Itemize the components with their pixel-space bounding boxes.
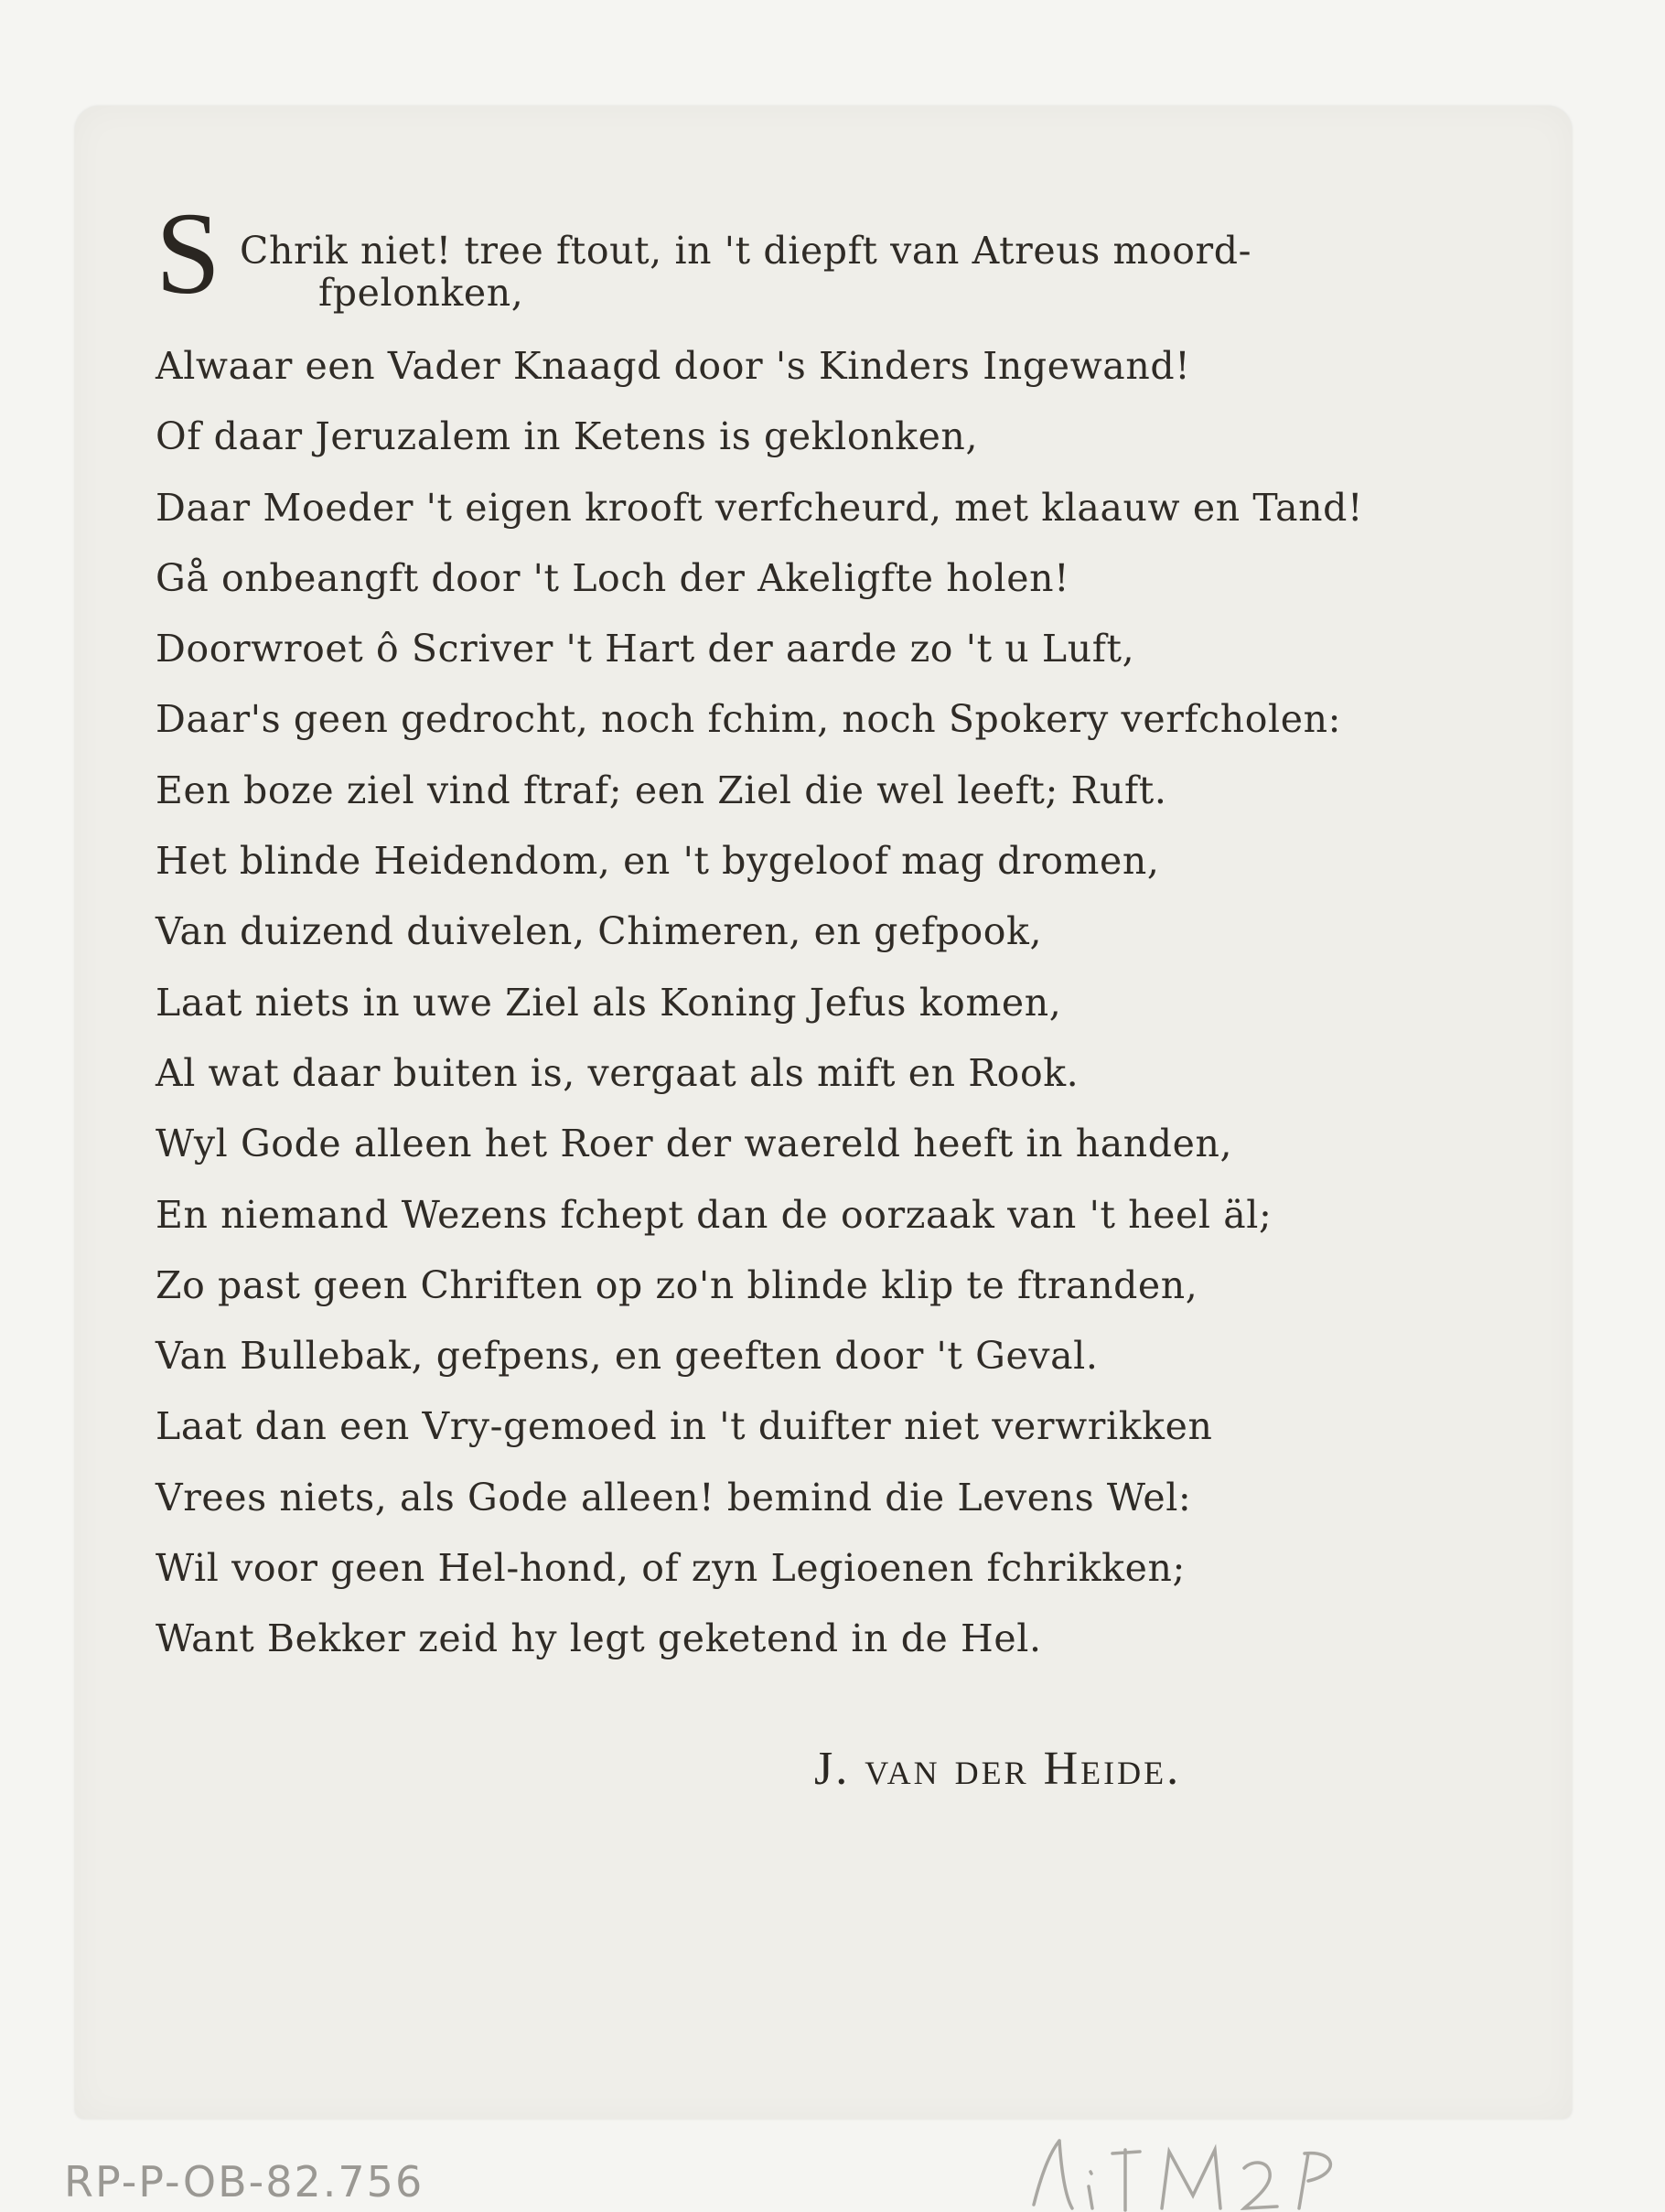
- verse-line: Of daar Jeruzalem in Ketens is geklonken,: [156, 414, 979, 459]
- poem-first-line: Chrik niet! tree ftout, in 't diepft van Atreus moord-: [240, 229, 1252, 273]
- verse-line: Daar Moeder 't eigen krooft verfcheurd, met klaauw en Tand!: [156, 485, 1364, 530]
- poem: [156, 188, 1528, 1675]
- verse-line: Het blinde Heidendom, en 't bygeloof mag dromen,: [156, 839, 1160, 884]
- verse-line: Zo past geen Chriften op zo'n blinde klip te ftranden,: [156, 1262, 1198, 1307]
- verse-line: Gå onbeangft door 't Loch der Akeligfte holen!: [156, 555, 1070, 600]
- verse-line: Al wat daar buiten is, vergaat als mift en Rook.: [156, 1050, 1080, 1095]
- verse-line: En niemand Wezens fchept dan de oorzaak van 't heel äl;: [156, 1192, 1273, 1237]
- verse-line: Alwaar een Vader Knaagd door 's Kinders Ingewand!: [156, 344, 1191, 388]
- drop-cap: S: [156, 188, 221, 318]
- verse-line: Vrees niets, als Gode alleen! bemind die Levens Wel:: [156, 1475, 1192, 1519]
- poem-first-line-continuation: fpelonken,: [318, 271, 524, 315]
- signature-name: van der Heide.: [865, 1743, 1182, 1795]
- catalog-number: RP-P-OB-82.756: [64, 2157, 424, 2207]
- verse-line: Laat dan een Vry-gemoed in 't duifter niet verwrikken: [156, 1404, 1213, 1449]
- handwritten-pencil-note: [1025, 2131, 1445, 2212]
- verse-line: Wil voor geen Hel-hond, of zyn Legioenen fchrikken;: [156, 1546, 1186, 1591]
- verse-line: Want Bekker zeid hy legt geketend in de Hel.: [156, 1616, 1042, 1661]
- signature-initial: J.: [814, 1743, 851, 1795]
- poem-opening: [156, 188, 1528, 331]
- author-signature: [814, 1742, 1181, 1796]
- verse-line: Van duizend duivelen, Chimeren, en gefpook,: [156, 909, 1043, 954]
- verse-line: Wyl Gode alleen het Roer der waereld heeft in handen,: [156, 1122, 1233, 1166]
- verse-line: Doorwroet ô Scriver 't Hart der aarde zo 't u Luft,: [156, 627, 1135, 671]
- paper-sheet: [75, 106, 1572, 2119]
- verse-line: Daar's geen gedrocht, noch fchim, noch Spokery verfcholen:: [156, 697, 1342, 742]
- verse-line: Laat niets in uwe Ziel als Koning Jefus komen,: [156, 980, 1062, 1025]
- verse-line: Van Bullebak, gefpens, en geeften door 't Geval.: [156, 1334, 1099, 1379]
- verse-line: Een boze ziel vind ftraf; een Ziel die wel leeft; Ruft.: [156, 768, 1167, 812]
- verse-list: [156, 331, 1528, 1675]
